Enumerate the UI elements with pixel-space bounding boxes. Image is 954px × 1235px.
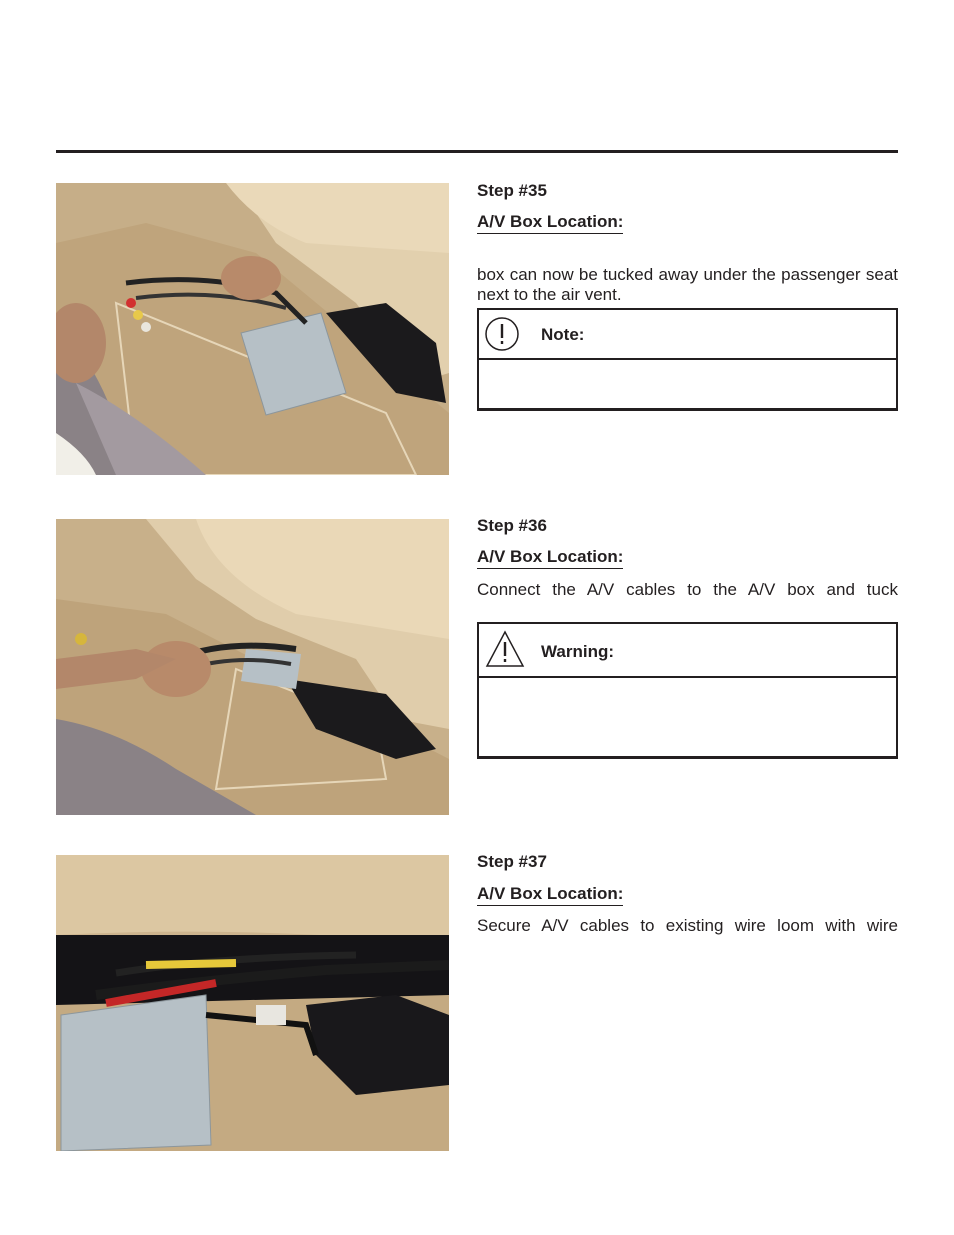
step-37-label: Step #37 xyxy=(477,852,547,871)
header-rule xyxy=(56,150,898,153)
note-box-header xyxy=(479,310,896,360)
step-36-warning-box xyxy=(477,622,898,759)
warning-box-header xyxy=(479,624,896,678)
step-37-body: Secure A/V cables to existing wire loom with wire xyxy=(477,916,898,935)
step-37-section-title: A/V Box Location: xyxy=(477,884,623,906)
step-37-photo xyxy=(56,855,449,1151)
warning-label: Warning: xyxy=(541,642,615,661)
note-label: Note: xyxy=(541,325,585,344)
step-36-label: Step #36 xyxy=(477,516,547,535)
step-35-note-box xyxy=(477,308,898,411)
step-36-body: Connect the A/V cables to the A/V box and tuck xyxy=(477,580,898,599)
step-35-photo xyxy=(56,183,449,475)
step-35-section-title: A/V Box Location: xyxy=(477,212,623,234)
step-36-photo xyxy=(56,519,449,815)
step-36-section-title: A/V Box Location: xyxy=(477,547,623,569)
step-35-body: box can now be tucked away under the passenger seat next to the air vent. xyxy=(477,265,898,304)
exclamation-circle-icon xyxy=(484,316,520,357)
step-35-label: Step #35 xyxy=(477,181,547,200)
warning-triangle-icon xyxy=(485,630,525,673)
